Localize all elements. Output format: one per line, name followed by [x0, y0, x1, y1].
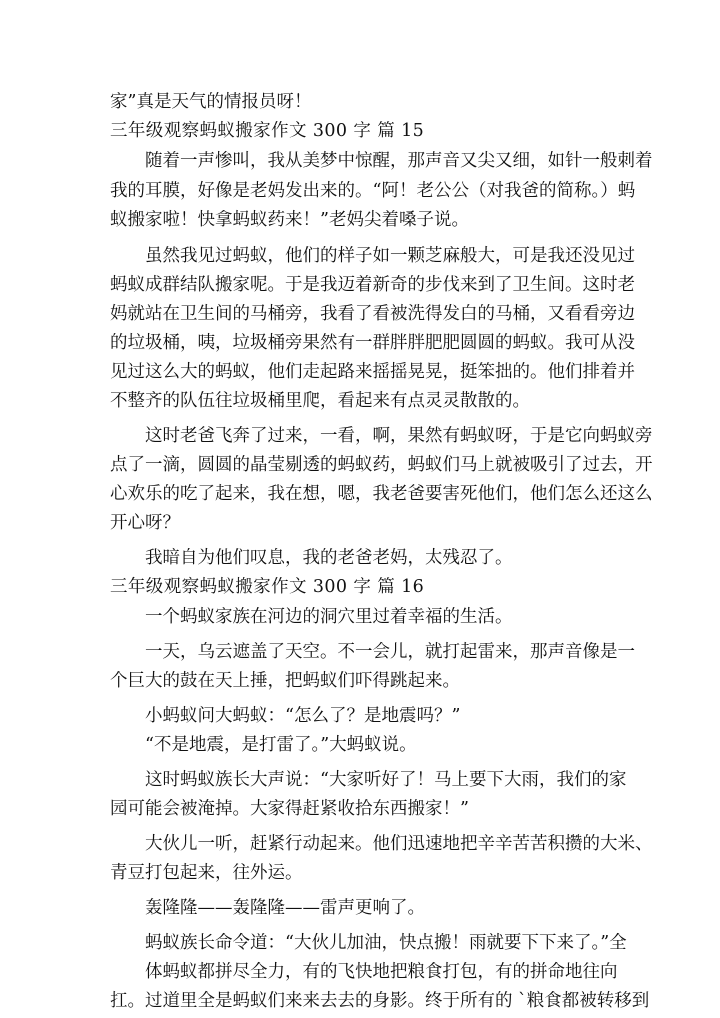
paragraph-line: 开心呀？ — [110, 513, 180, 533]
paragraph-line: 见过这么大的蚂蚁，他们走起路来摇摇晃晃，挺笨拙的。他们排着并 — [110, 362, 635, 382]
paragraph-line: 心欢乐的吃了起来，我在想，嗯，我老爸要害死他们，他们怎么还这么 — [110, 484, 653, 504]
paragraph-line: 大伙儿一听，赶紧行动起来。他们迅速地把辛辛苦苦积攒的大米、 — [145, 834, 653, 854]
paragraph-line: 点了一滴，圆圆的晶莹剔透的蚂蚁药，蚂蚁们马上就被吸引了过去，开 — [110, 455, 653, 475]
paragraph-line: 一天，乌云遮盖了天空。不一会儿，就打起雷来，那声音像是一 — [145, 642, 635, 662]
paragraph-line: 体蚂蚁都拼尽全力，有的飞快地把粮食打包，有的拼命地往向 — [145, 962, 618, 982]
paragraph-line: 蚁搬家啦！快拿蚂蚁药来！”老妈尖着嗓子说。 — [110, 210, 469, 230]
paragraph-line: 小蚂蚁问大蚂蚁：“怎么了？是地震吗？” — [145, 706, 461, 726]
paragraph-line: 不整齐的队伍往垃圾桶里爬，看起来有点灵灵散散的。 — [110, 391, 530, 411]
paragraph-line: 虽然我见过蚂蚁，他们的样子如一颗芝麻般大，可是我还没见过 — [145, 246, 635, 266]
paragraph-line: 个巨大的鼓在天上捶，把蚂蚁们吓得跳起来。 — [110, 671, 460, 691]
paragraph-line: 我暗自为他们叹息，我的老爸老妈，太残忍了。 — [145, 548, 513, 568]
paragraph-line: 青豆打包起来，往外运。 — [110, 863, 303, 883]
paragraph-line: 一个蚂蚁家族在河边的洞穴里过着幸福的生活。 — [145, 607, 513, 627]
paragraph-line: 园可能会被淹掉。大家得赶紧收拾东西搬家！” — [110, 799, 469, 819]
paragraph-line: 蚂蚁族长命令道：“大伙儿加油，快点搬！雨就要下下来了。”全 — [145, 933, 627, 953]
paragraph-line: 我的耳膜，好像是老妈发出来的。“阿！老公公（对我爸的简称。）蚂 — [110, 181, 636, 201]
section-heading-16: 三年级观察蚂蚁搬家作文 300 字 篇 16 — [110, 577, 425, 597]
paragraph-line: 妈就站在卫生间的马桶旁，我看了看被洗得发白的马桶，又看看旁边 — [110, 304, 635, 324]
paragraph-line: 扛。过道里全是蚂蚁们来来去去的身影。终于所有的 `粮食都被转移到 — [110, 991, 650, 1011]
paragraph-line: 蚂蚁成群结队搬家呢。于是我迈着新奇的步伐来到了卫生间。这时老 — [110, 275, 635, 295]
paragraph-line: “不是地震，是打雷了。”大蚂蚁说。 — [145, 735, 417, 755]
paragraph-line: 轰隆隆——轰隆隆——雷声更响了。 — [145, 898, 425, 918]
paragraph-line: 随着一声惨叫，我从美梦中惊醒，那声音又尖又细，如针一般刺着 — [145, 151, 653, 171]
paragraph-line: 这时蚂蚁族长大声说：“大家听好了！马上要下大雨，我们的家 — [145, 770, 627, 790]
section-heading-15: 三年级观察蚂蚁搬家作文 300 字 篇 15 — [110, 121, 425, 141]
text-line: 家”真是天气的情报员呀！ — [110, 92, 312, 112]
paragraph-line: 这时老爸飞奔了过来，一看，啊，果然有蚂蚁呀，于是它向蚂蚁旁 — [145, 426, 653, 446]
paragraph-line: 的垃圾桶，咦，垃圾桶旁果然有一群胖胖肥肥圆圆的蚂蚁。我可从没 — [110, 333, 635, 353]
